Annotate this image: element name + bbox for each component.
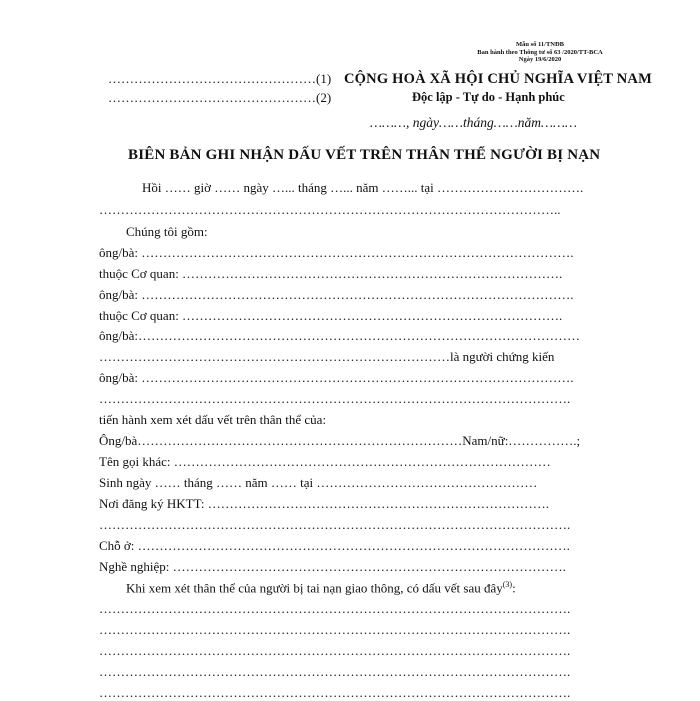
findings-intro-colon: : — [512, 580, 516, 596]
birth-line: Sinh ngày …… tháng …… năm …… tại …………………………………………… — [99, 475, 538, 490]
findings-blank-3: ………………………………………………………………………………………………. — [99, 643, 571, 658]
findings-blank-4: ………………………………………………………………………………………………. — [99, 664, 571, 679]
form-code-number: Mẫu số 11/TNĐB — [515, 41, 565, 48]
participant-2-agency: thuộc Cơ quan: ……………………………………………………………………………. — [99, 308, 563, 323]
residence-line-cont: ………………………………………………………………………………………………. — [99, 517, 571, 532]
findings-intro — [126, 580, 516, 596]
participants-heading: Chúng tôi gồm: — [126, 224, 208, 239]
footnote-3: (3) — [502, 580, 513, 589]
findings-blank-1: ………………………………………………………………………………………………. — [99, 601, 571, 616]
victim-name-line: Ông/bà…………………………………………………………………Nam/nữ:…………….; — [99, 433, 581, 448]
agency-line-1: …………………………………………(1) — [108, 71, 332, 86]
findings-blank-2: ………………………………………………………………………………………………. — [99, 622, 571, 637]
witness-line: ………………………………………………………………………là người chứng kiến — [99, 349, 555, 364]
agency-line-2: …………………………………………(2) — [108, 90, 332, 105]
form-code — [440, 41, 640, 64]
participant-4-name: ông/bà: ………………………………………………………………………………………. — [99, 370, 574, 385]
national-title: CỘNG HOÀ XÃ HỘI CHỦ NGHĨA VIỆT NAM — [344, 71, 652, 87]
time-place-line-cont: …………………………………………………………………………………………….. — [99, 202, 561, 217]
participant-2-name: ông/bà: ………………………………………………………………………………………. — [99, 287, 574, 302]
inspection-intro: tiến hành xem xét dấu vết trên thân thể của: — [99, 412, 327, 427]
date-line: ………, ngày……tháng……năm……… — [370, 115, 578, 130]
national-motto: Độc lập - Tự do - Hạnh phúc — [412, 90, 565, 104]
residence-line: Nơi đăng ký HKTT: ……………………………………………………………………. — [99, 496, 550, 511]
participant-1-agency: thuộc Cơ quan: ……………………………………………………………………………. — [99, 266, 563, 281]
participant-4-cont: ………………………………………………………………………………………………. — [99, 391, 571, 406]
findings-intro-text: Khi xem xét thân thể của người bị tai nạn giao thông, có dấu vết sau đây — [126, 580, 503, 596]
participant-1-name: ông/bà: ………………………………………………………………………………………. — [99, 245, 574, 260]
occupation-line: Nghề nghiệp: ………………………………………………………………………………. — [99, 559, 566, 574]
form-code-date: Ngày 19/6/2020 — [518, 56, 562, 63]
form-code-circular: Ban hành theo Thông tư số 63 /2020/TT-BCA — [477, 48, 603, 56]
findings-blank-5: ………………………………………………………………………………………………. — [99, 685, 571, 700]
time-place-line: Hồi …… giờ …… ngày …... tháng …... năm ……... tại ……………………………. — [142, 180, 584, 195]
document-title: BIÊN BẢN GHI NHẬN DẤU VẾT TRÊN THÂN THỂ NGƯỜI BỊ NẠN — [128, 147, 601, 163]
other-name-line: Tên gọi khác: …………………………………………………………………………… — [99, 454, 551, 469]
address-line: Chỗ ở: ………………………………………………………………………………………. — [99, 538, 570, 553]
participant-3-name: ông/bà:………………………………………………………………………………………… — [99, 328, 580, 343]
